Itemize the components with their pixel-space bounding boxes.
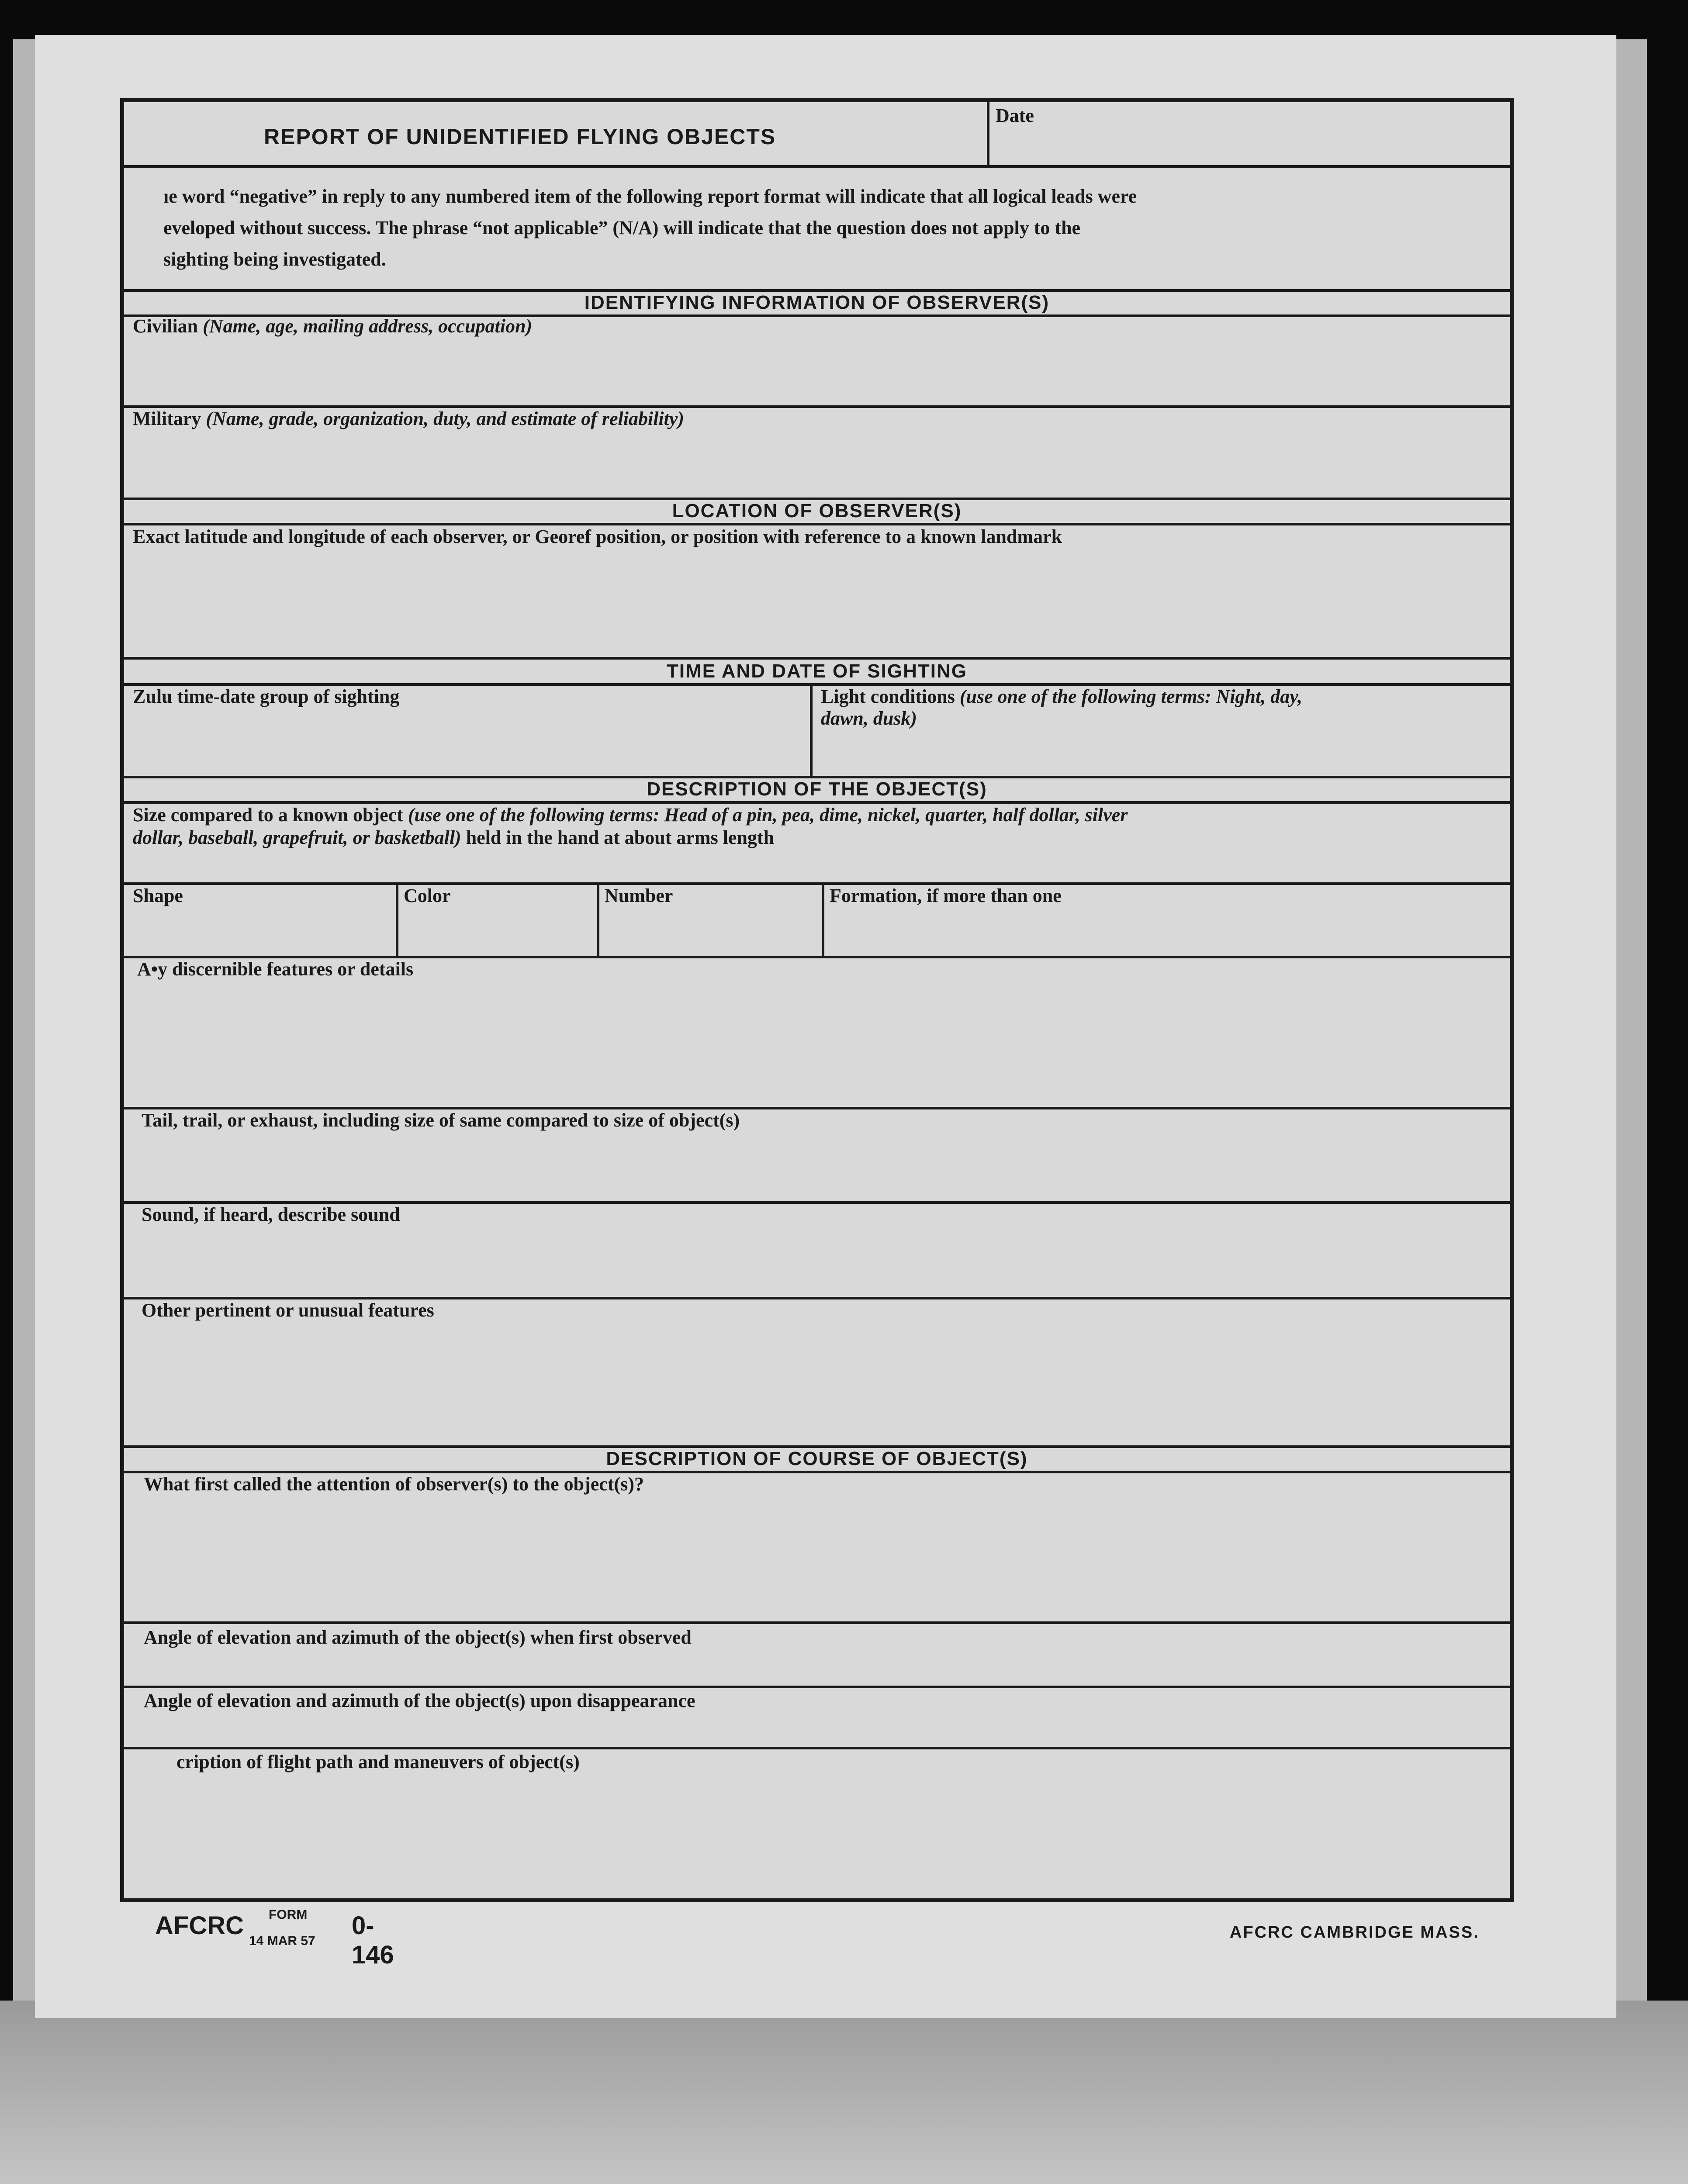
color-number-divider [597,882,599,956]
divider [124,1686,1510,1688]
civilian-field[interactable] [128,340,1509,404]
divider [124,523,1510,525]
light-conditions-field[interactable] [819,731,1509,773]
zulu-label: Zulu time-date group of sighting [133,686,400,707]
scan-background [0,2001,1688,2184]
size-hint-2: dollar, baseball, grapefruit, or basketball) [133,827,461,848]
section-heading-description: DESCRIPTION OF THE OBJECT(S) [647,778,987,800]
angle-disappear-field[interactable] [128,1714,1509,1742]
military-hint: (Name, grade, organization, duty, and estimate of reliability) [206,408,685,429]
form-title: REPORT OF UNIDENTIFIED FLYING OBJECTS [264,124,776,149]
divider [124,882,1510,885]
attention-field[interactable] [128,1498,1509,1618]
section-heading-time-date: TIME AND DATE OF SIGHTING [667,660,967,682]
footer-org: AFCRC [155,1911,244,1940]
instructions-line-2: eveloped without success. The phrase “not applicable” (N/A) will indicate that the question does not apply to the [163,217,1081,238]
features-field[interactable] [128,982,1509,1105]
divider [124,1747,1510,1749]
angle-first-label: Angle of elevation and azimuth of the object(s) when first observed [144,1627,692,1648]
sound-field[interactable] [128,1228,1509,1294]
civilian-label-text: Civilian [133,315,198,337]
date-label: Date [996,105,1034,126]
title-date-divider [987,102,989,168]
location-label: Exact latitude and longitude of each observer, or Georef position, or position with reference to a known landmark [133,526,1062,547]
tail-label: Tail, trail, or exhaust, including size of same compared to size of object(s) [142,1109,740,1131]
divider [124,165,1510,168]
shape-color-divider [396,882,398,956]
military-label [133,408,684,430]
civilian-label [133,315,532,337]
section-heading-identifying: IDENTIFYING INFORMATION OF OBSERVER(S) [584,292,1050,313]
number-label: Number [605,885,673,906]
divider [124,1621,1510,1624]
footer-form-word: FORM [269,1908,308,1922]
section-heading-course: DESCRIPTION OF COURSE OF OBJECT(S) [606,1448,1028,1469]
military-label-text: Military [133,408,201,429]
footer-location: AFCRC CAMBRIDGE MASS. [1230,1923,1480,1942]
date-field[interactable] [991,128,1507,163]
angle-disappear-label: Angle of elevation and azimuth of the object(s) upon disappearance [144,1690,695,1711]
instructions-line-1: ıe word “negative” in reply to any numbered item of the following report format will indicate that all logical leads were [163,186,1137,207]
color-label: Color [404,885,451,906]
flight-path-label: cription of flight path and maneuvers of object(s) [176,1751,580,1773]
location-field[interactable] [128,552,1509,655]
light-label-text: Light conditions [821,686,955,707]
ufo-report-form [120,98,1514,1902]
tail-field[interactable] [128,1134,1509,1199]
civilian-hint: (Name, age, mailing address, occupation) [203,315,533,337]
time-light-divider [810,683,813,776]
formation-label: Formation, if more than one [830,885,1062,906]
number-field[interactable] [601,909,817,953]
military-field[interactable] [128,432,1509,495]
section-heading-location: LOCATION OF OBSERVER(S) [672,500,962,522]
other-features-label: Other pertinent or unusual features [142,1299,434,1321]
light-conditions-label [821,686,1302,729]
size-field[interactable] [128,851,1509,880]
footer-form-number: 0-146 [352,1911,394,1969]
size-label-text: Size compared to a known object [133,804,403,826]
size-label [133,804,1128,849]
shape-label: Shape [133,885,183,906]
shape-field[interactable] [128,909,391,953]
color-field[interactable] [400,909,592,953]
divider [124,657,1510,660]
number-formation-divider [822,882,824,956]
sound-label: Sound, if heard, describe sound [142,1204,400,1225]
formation-field[interactable] [826,909,1508,953]
size-tail: held in the hand at about arms length [466,827,775,848]
instructions-paragraph [163,181,1487,275]
light-hint-2: dawn, dusk) [821,708,917,729]
angle-first-field[interactable] [128,1651,1509,1681]
other-features-field[interactable] [128,1324,1509,1442]
footer-form-date: 14 MAR 57 [249,1934,315,1948]
zulu-field[interactable] [128,709,806,771]
instructions-line-3: sighting being investigated. [163,249,386,270]
light-hint-1: (use one of the following terms: Night, day, [959,686,1303,707]
size-hint-1: (use one of the following terms: Head of a pin, pea, dime, nickel, quarter, half dollar, silver [408,804,1128,826]
attention-label: What first called the attention of observer(s) to the object(s)? [144,1473,644,1495]
flight-path-field[interactable] [128,1777,1509,1895]
features-label: A•y discernible features or details [137,958,414,980]
